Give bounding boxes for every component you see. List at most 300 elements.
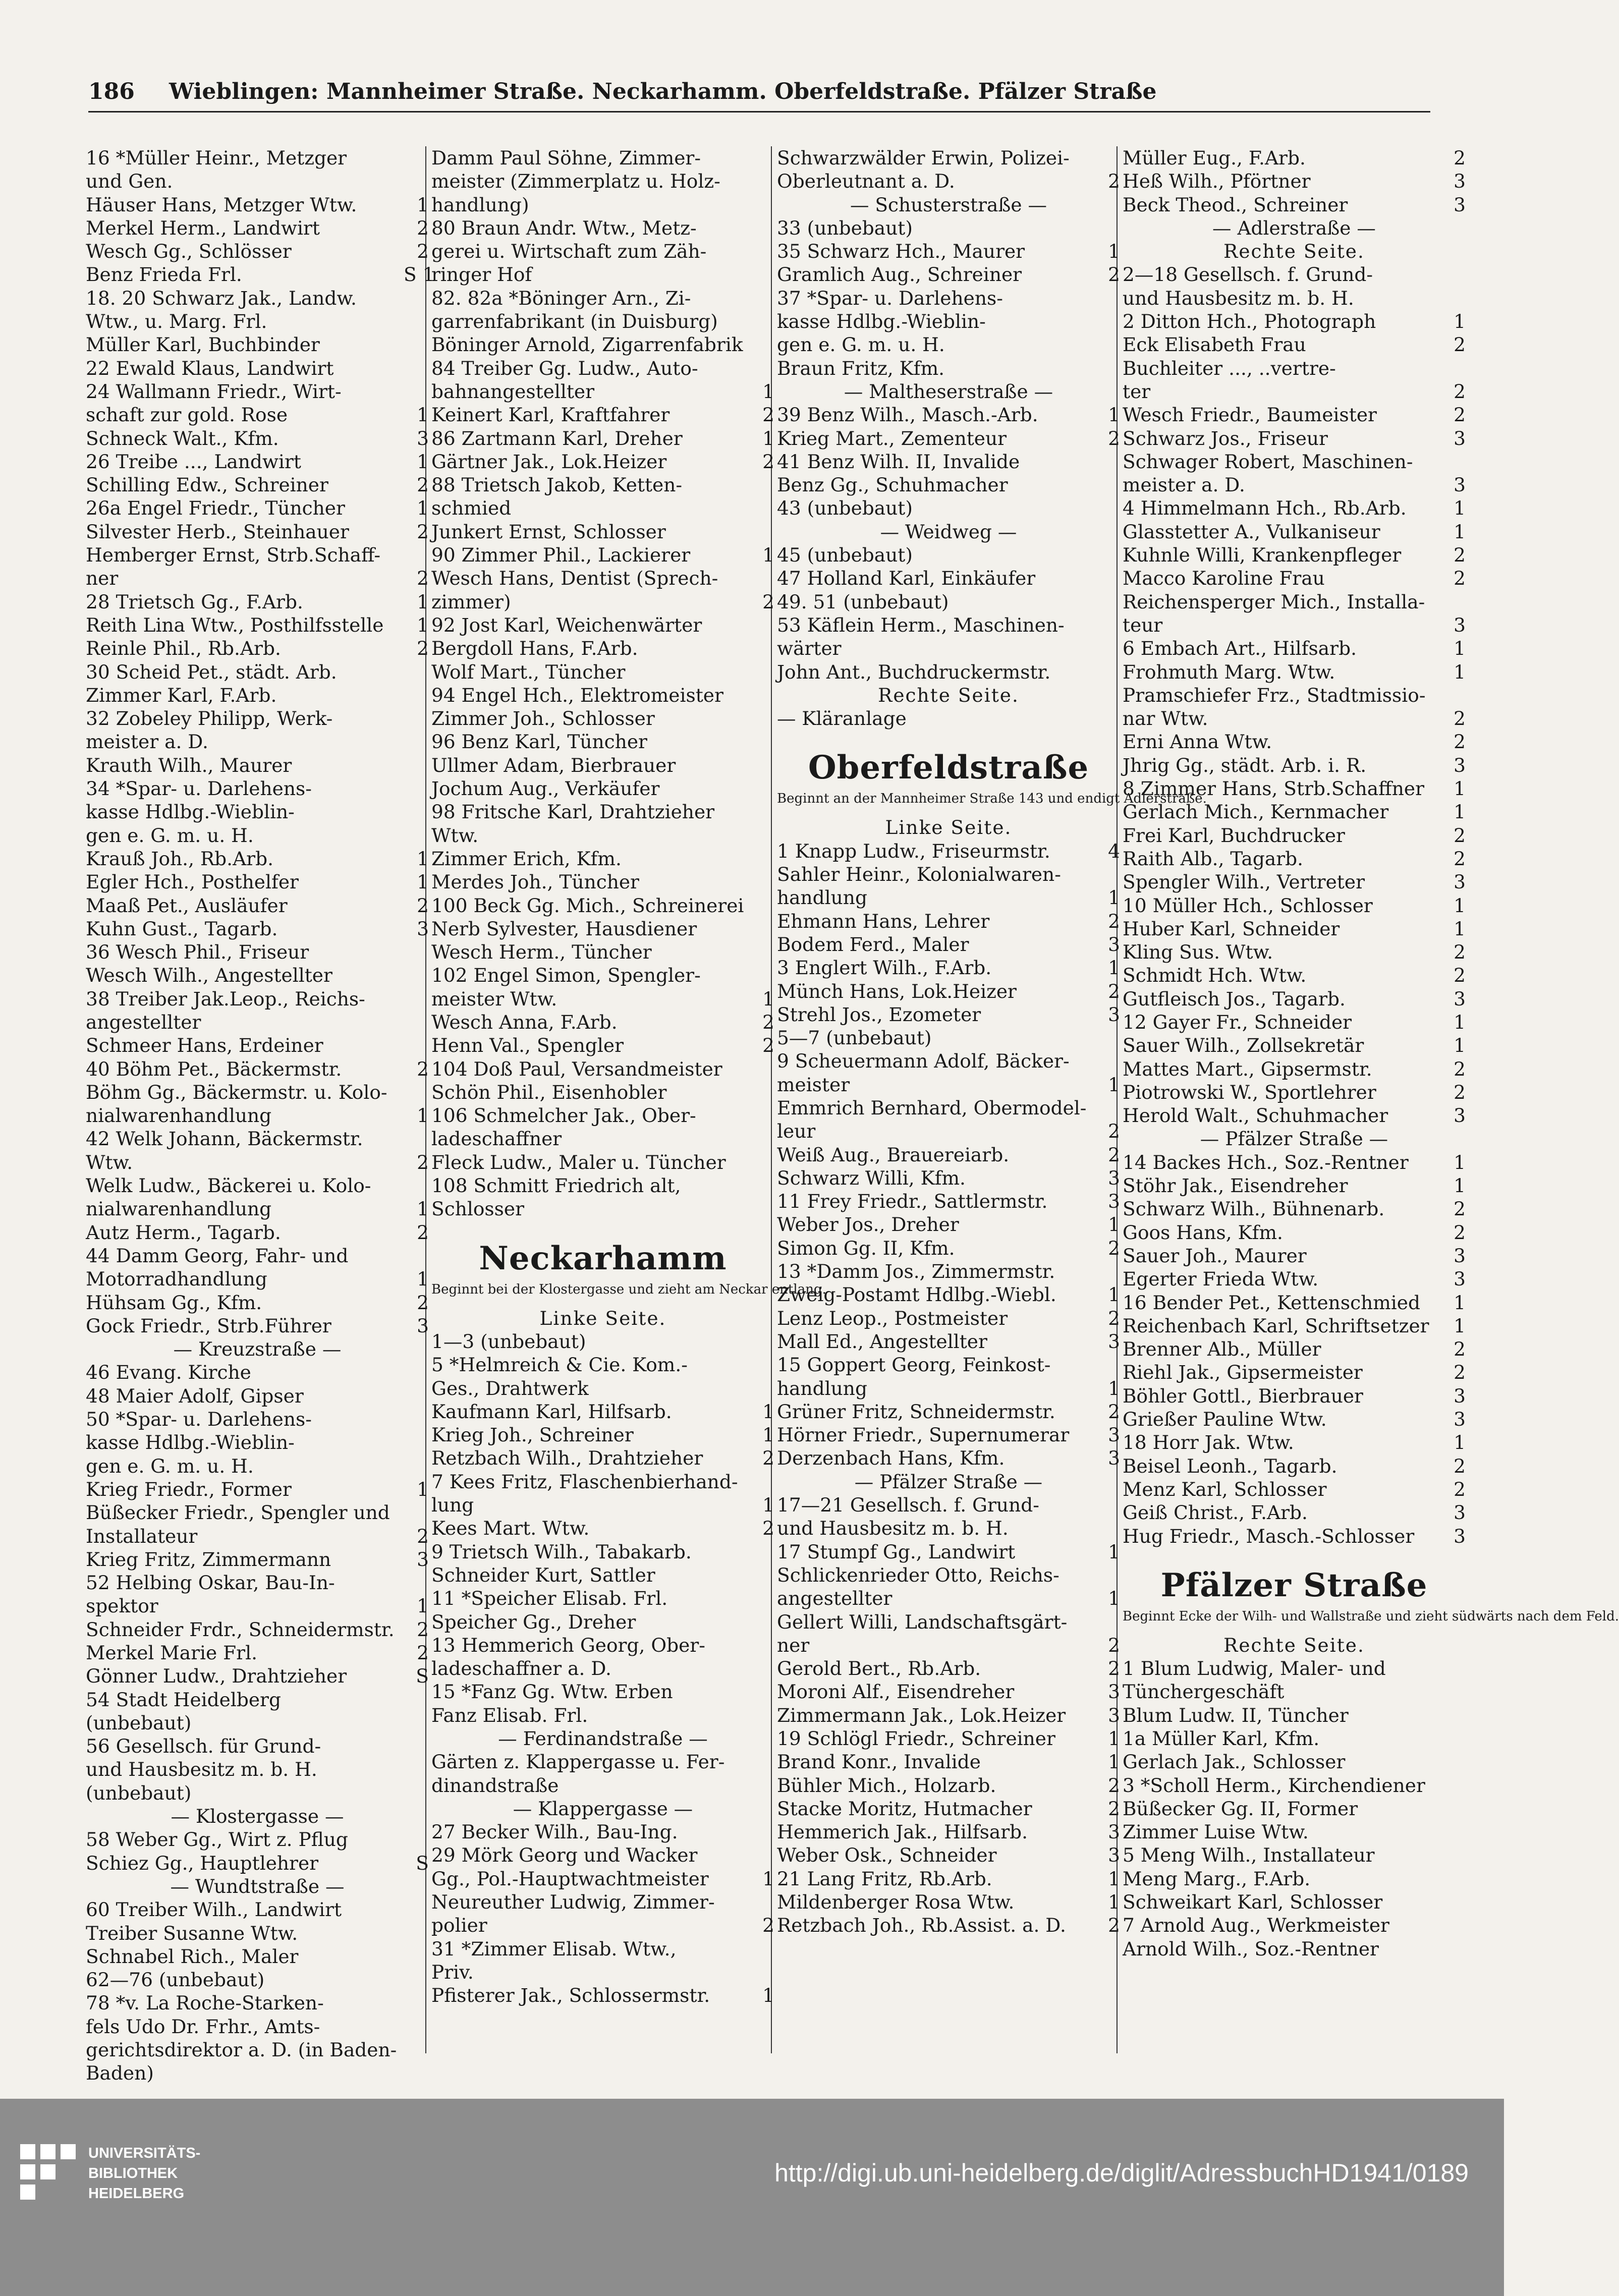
directory-entry	[1123, 660, 1466, 684]
directory-entry	[86, 1197, 429, 1220]
directory-entry	[777, 1119, 1120, 1143]
entry-text: 90 Zimmer Phil., Lackierer	[431, 544, 691, 567]
entry-text: Brand Konr., Invalide	[777, 1751, 981, 1773]
directory-entry	[777, 1260, 1120, 1283]
directory-entry	[431, 1750, 774, 1773]
directory-entry	[86, 1454, 429, 1478]
entry-text: Ehmann Hans, Lehrer	[777, 910, 990, 932]
source-url-link[interactable]: http://digi.ub.uni-heidelberg.de/diglit/AdressbuchHD1941/0189	[774, 2159, 1469, 2187]
directory-entry	[431, 1984, 774, 2007]
page-title: Wieblingen: Mannheimer Straße. Neckarhamm. Oberfeldstraße. Pfälzer Straße	[169, 79, 1157, 104]
directory-entry	[431, 940, 774, 964]
directory-entry	[431, 1011, 774, 1034]
entry-text: 50 *Spar- u. Darlehens-	[86, 1408, 312, 1431]
floor-number: 2	[762, 1447, 774, 1470]
directory-entry	[777, 1330, 1120, 1353]
directory-entry	[86, 427, 429, 450]
entry-text: angestellter	[86, 1011, 201, 1033]
entry-text: Keinert Karl, Kraftfahrer	[431, 404, 670, 426]
directory-entry	[777, 1049, 1120, 1073]
entry-text: Beisel Leonh., Tagarb.	[1123, 1454, 1337, 1477]
floor-number: 1	[762, 1867, 774, 1890]
entry-text: polier	[431, 1914, 487, 1937]
entry-text: Sahler Heinr., Kolonialwaren-	[777, 863, 1061, 886]
entry-text: 34 *Spar- u. Darlehens-	[86, 777, 312, 800]
floor-number: 2	[417, 567, 429, 590]
directory-entry	[86, 1548, 429, 1571]
directory-entry	[86, 940, 429, 964]
directory-entry	[777, 1190, 1120, 1213]
floor-number: 1	[417, 1198, 429, 1220]
entry-text: 54 Stadt Heidelberg	[86, 1688, 281, 1711]
floor-number: 2	[1454, 1198, 1466, 1220]
directory-entry	[431, 333, 774, 356]
entry-text: Wtw.	[86, 1151, 133, 1173]
directory-entry	[777, 1400, 1120, 1423]
directory-entry	[86, 1221, 429, 1244]
directory-entry	[86, 1151, 429, 1174]
entry-text: 1—3 (unbebaut)	[431, 1330, 586, 1353]
directory-entry	[431, 357, 774, 380]
directory-entry	[1123, 1750, 1466, 1773]
floor-number: 3	[1454, 1384, 1466, 1407]
floor-number: 1	[417, 404, 429, 426]
entry-text: Nerb Sylvester, Hausdiener	[431, 917, 697, 940]
entry-text: Schwager Robert, Maschinen-	[1123, 450, 1413, 473]
directory-entry	[1123, 824, 1466, 847]
directory-entry	[86, 1968, 429, 1991]
directory-entry	[777, 1073, 1120, 1096]
directory-entry	[777, 543, 1120, 567]
directory-entry	[431, 824, 774, 847]
entry-text: Schneider Frdr., Schneidermstr.	[86, 1618, 395, 1641]
entry-text: Hemberger Ernst, Strb.Schaff-	[86, 544, 381, 567]
floor-number: 2	[1108, 1914, 1120, 1937]
directory-entry	[777, 1843, 1120, 1867]
street-description: Beginnt bei der Klostergasse und zieht am Neckar entlang.	[431, 1281, 826, 1297]
column-4	[1123, 146, 1619, 2063]
directory-entry	[1123, 987, 1466, 1011]
entry-text: Moroni Alf., Eisendreher	[777, 1681, 1015, 1703]
floor-number: 1	[417, 450, 429, 473]
directory-entry	[1123, 263, 1466, 286]
section-label	[777, 816, 1120, 839]
directory-entry	[777, 263, 1120, 286]
directory-entry	[86, 1174, 429, 1197]
directory-entry	[431, 403, 774, 426]
entry-text: Schmeer Hans, Erdeiner	[86, 1034, 323, 1057]
section-label	[1123, 1634, 1466, 1657]
directory-entry	[86, 754, 429, 777]
section-label	[1123, 216, 1466, 240]
entry-text: Müller Eug., F.Arb.	[1123, 147, 1306, 169]
directory-entry	[86, 637, 429, 660]
entry-text: 7 Kees Fritz, Flaschenbierhand-	[431, 1470, 738, 1493]
floor-number: 2	[1108, 1634, 1120, 1656]
directory-entry	[777, 1820, 1120, 1843]
entry-text: 62—76 (unbebaut)	[86, 1969, 265, 1991]
entry-text: — Klostergasse —	[171, 1805, 344, 1828]
entry-text: 8 Zimmer Hans, Strb.Schaffner	[1123, 777, 1425, 800]
entry-text: Mildenberger Rosa Wtw.	[777, 1891, 1015, 1914]
directory-entry	[431, 1151, 774, 1174]
directory-entry	[1123, 1727, 1466, 1750]
floor-number: 3	[1454, 754, 1466, 776]
entry-text: garrenfabrikant (in Duisburg)	[431, 310, 718, 333]
entry-text: 1a Müller Karl, Kfm.	[1123, 1727, 1320, 1750]
directory-entry	[86, 1291, 429, 1314]
entry-text: Schwarz Jos., Friseur	[1123, 427, 1328, 450]
entry-text: Zimmermann Jak., Lok.Heizer	[777, 1704, 1066, 1726]
directory-entry	[777, 886, 1120, 909]
entry-text: Münch Hans, Lok.Heizer	[777, 980, 1017, 1002]
floor-number: 1	[1108, 1751, 1120, 1773]
floor-number: 3	[1454, 1501, 1466, 1524]
directory-entry	[431, 1127, 774, 1150]
floor-number: 1	[1454, 637, 1466, 660]
entry-text: Merdes Joh., Tüncher	[431, 871, 639, 893]
directory-entry	[1123, 1221, 1466, 1244]
floor-number: 1	[1454, 1011, 1466, 1033]
floor-number: 3	[1454, 1408, 1466, 1431]
directory-entry	[86, 310, 429, 333]
floor-number: 1	[1108, 1587, 1120, 1610]
entry-text: Wtw., u. Marg. Frl.	[86, 310, 267, 333]
entry-text: Jhrig Gg., städt. Arb. i. R.	[1123, 754, 1367, 776]
entry-text: Wesch Herm., Tüncher	[431, 941, 652, 964]
entry-text: nialwarenhandlung	[86, 1198, 272, 1220]
entry-text: ner	[777, 1634, 810, 1656]
directory-entry	[431, 1540, 774, 1563]
entry-text: dinandstraße	[431, 1774, 559, 1797]
directory-entry	[1123, 357, 1466, 380]
entry-text: Oberleutnant a. D.	[777, 170, 955, 193]
directory-entry	[431, 1423, 774, 1446]
entry-text: Frei Karl, Buchdrucker	[1123, 824, 1345, 847]
entry-text: Simon Gg. II, Kfm.	[777, 1237, 955, 1259]
floor-number: 3	[1108, 1330, 1120, 1353]
entry-text: 10 Müller Hch., Schlosser	[1123, 894, 1373, 917]
directory-entry	[1123, 403, 1466, 426]
entry-text: — Adlerstraße —	[1212, 216, 1376, 239]
floor-number: 2	[1108, 1120, 1120, 1143]
directory-entry	[1123, 1501, 1466, 1524]
directory-entry	[1123, 1431, 1466, 1454]
floor-number: 1	[1108, 1283, 1120, 1306]
entry-text: Merkel Marie Frl.	[86, 1642, 257, 1664]
directory-entry	[431, 1081, 774, 1104]
entry-text: Büßecker Friedr., Spengler und	[86, 1501, 390, 1524]
section-label	[86, 1337, 429, 1361]
directory-entry	[777, 1727, 1120, 1750]
directory-entry	[431, 1104, 774, 1127]
directory-entry	[86, 193, 429, 216]
floor-number: 3	[417, 427, 429, 450]
entry-text: Krieg Mart., Zementeur	[777, 427, 1007, 450]
directory-entry	[86, 146, 429, 170]
entry-text: Neureuther Ludwig, Zimmer-	[431, 1891, 715, 1914]
entry-text: Krieg Friedr., Former	[86, 1478, 292, 1500]
directory-entry	[777, 170, 1120, 193]
directory-entry	[86, 777, 429, 800]
entry-text: Motorradhandlung	[86, 1268, 267, 1291]
entry-text: 15 Goppert Georg, Feinkost-	[777, 1354, 1051, 1376]
directory-entry	[777, 240, 1120, 263]
floor-number: 2	[417, 1291, 429, 1314]
entry-text: Gerlach Jak., Schlosser	[1123, 1751, 1346, 1773]
directory-entry	[86, 403, 429, 426]
entry-text: Egler Hch., Posthelfer	[86, 871, 299, 893]
floor-number: 1	[1108, 404, 1120, 426]
directory-entry	[86, 1431, 429, 1454]
floor-number: 2	[1454, 1478, 1466, 1500]
directory-entry	[777, 1166, 1120, 1190]
entry-text: kasse Hdlbg.-Wieblin-	[86, 801, 295, 823]
entry-text: Schneck Walt., Kfm.	[86, 427, 279, 450]
floor-number: 2	[762, 1034, 774, 1057]
directory-entry	[86, 567, 429, 590]
directory-entry	[86, 1734, 429, 1758]
entry-text: 30 Scheid Pet., städt. Arb.	[86, 660, 337, 683]
directory-entry	[1123, 1057, 1466, 1081]
entry-text: Emmrich Bernhard, Obermodel-	[777, 1096, 1087, 1119]
entry-text: Gärten z. Klappergasse u. Fer-	[431, 1751, 725, 1773]
directory-entry	[431, 964, 774, 987]
entry-text: und Hausbesitz m. b. H.	[1123, 287, 1354, 309]
entry-text: (unbebaut)	[86, 1711, 192, 1734]
directory-entry	[431, 1820, 774, 1843]
directory-entry	[1123, 1890, 1466, 1914]
entry-text: und Hausbesitz m. b. H.	[777, 1517, 1009, 1540]
directory-entry	[1123, 1337, 1466, 1361]
entry-text: 41 Benz Wilh. II, Invalide	[777, 450, 1020, 473]
entry-text: Maaß Pet., Ausläufer	[86, 894, 288, 917]
floor-number: 3	[1454, 474, 1466, 496]
directory-entry	[431, 894, 774, 917]
floor-number: 1	[1454, 777, 1466, 800]
floor-number: 2	[1108, 1400, 1120, 1423]
floor-number: 1	[1454, 1151, 1466, 1173]
directory-entry	[86, 520, 429, 543]
entry-text: kasse Hdlbg.-Wieblin-	[86, 1431, 295, 1454]
floor-number: 1	[762, 380, 774, 403]
directory-entry	[1123, 473, 1466, 496]
directory-entry	[1123, 1174, 1466, 1197]
floor-number: 2	[417, 894, 429, 917]
floor-number: 2	[417, 1618, 429, 1641]
directory-entry	[777, 567, 1120, 590]
directory-entry	[777, 1890, 1120, 1914]
floor-number: 1	[1108, 240, 1120, 263]
directory-entry	[1123, 427, 1466, 450]
entry-text: Krieg Fritz, Zimmermann	[86, 1548, 331, 1571]
floor-number: 1	[1454, 801, 1466, 823]
column-1	[86, 146, 435, 2085]
floor-number: S 1	[404, 263, 435, 286]
floor-number: 1	[1454, 310, 1466, 333]
floor-number: 2	[417, 1057, 429, 1080]
floor-number: 3	[1108, 1844, 1120, 1867]
directory-entry	[777, 1610, 1120, 1634]
street-heading: Neckarhamm	[479, 1239, 727, 1277]
entry-text: 58 Weber Gg., Wirt z. Pflug	[86, 1828, 348, 1851]
entry-text: ladeschaffner	[431, 1128, 562, 1150]
entry-text: 5 *Helmreich & Cie. Kom.-	[431, 1354, 688, 1376]
directory-entry	[86, 333, 429, 356]
entry-text: meister	[777, 1073, 850, 1096]
directory-entry	[1123, 567, 1466, 590]
directory-entry	[86, 2015, 429, 2038]
entry-text: 1 Blum Ludwig, Maler- und	[1123, 1657, 1386, 1680]
entry-text: Reichenbach Karl, Schriftsetzer	[1123, 1314, 1429, 1337]
entry-text: Benz Gg., Schuhmacher	[777, 474, 1008, 496]
directory-entry	[431, 310, 774, 333]
entry-text: 5—7 (unbebaut)	[777, 1027, 932, 1049]
directory-entry	[1123, 707, 1466, 730]
floor-number: 3	[417, 1548, 429, 1571]
floor-number: 2	[417, 1642, 429, 1664]
entry-text: Schilling Edw., Schreiner	[86, 474, 328, 496]
entry-text: Rechte Seite.	[878, 684, 1019, 706]
directory-entry	[1123, 1774, 1466, 1797]
directory-entry	[1123, 590, 1466, 613]
entry-text: Schwarz Willi, Kfm.	[777, 1166, 966, 1189]
entry-text: 88 Trietsch Jakob, Ketten-	[431, 474, 683, 496]
directory-entry	[431, 800, 774, 823]
entry-text: schmied	[431, 497, 512, 520]
entry-text: 44 Damm Georg, Fahr- und	[86, 1244, 349, 1267]
entry-text: 11 *Speicher Elisab. Frl.	[431, 1587, 668, 1610]
entry-text: meister a. D.	[86, 731, 208, 753]
floor-number: 1	[762, 1400, 774, 1423]
directory-entry	[1123, 1704, 1466, 1727]
directory-entry	[777, 613, 1120, 637]
entry-text: 13 Hemmerich Georg, Ober-	[431, 1634, 705, 1656]
directory-entry	[1123, 1314, 1466, 1337]
entry-text: Pfisterer Jak., Schlossermstr.	[431, 1984, 710, 2007]
entry-text: Weber Osk., Schneider	[777, 1844, 997, 1867]
entry-text: — Kreuzstraße —	[173, 1338, 342, 1361]
entry-text: Kling Sus. Wtw.	[1123, 941, 1273, 964]
entry-text: Welk Ludw., Bäckerei u. Kolo-	[86, 1174, 371, 1197]
directory-entry	[777, 637, 1120, 660]
directory-entry	[86, 2038, 429, 2061]
entry-text: Buchleiter ..., ..vertre-	[1123, 357, 1336, 379]
entry-text: handlung	[777, 886, 867, 909]
directory-entry	[86, 1314, 429, 1337]
directory-entry	[777, 1423, 1120, 1446]
entry-text: spektor	[86, 1595, 158, 1617]
entry-text: 26a Engel Friedr., Tüncher	[86, 497, 345, 520]
entry-text: Fleck Ludw., Maler u. Tüncher	[431, 1151, 726, 1173]
directory-entry	[86, 450, 429, 473]
directory-entry	[777, 1563, 1120, 1587]
entry-text: meister a. D.	[1123, 474, 1245, 496]
entry-text: Pramschiefer Frz., Stadtmissio-	[1123, 684, 1426, 706]
directory-entry	[431, 660, 774, 684]
directory-entry	[86, 987, 429, 1011]
entry-text: Stacke Moritz, Hutmacher	[777, 1797, 1032, 1820]
directory-entry	[431, 1174, 774, 1197]
directory-entry	[431, 240, 774, 263]
directory-entry	[431, 987, 774, 1011]
floor-number: 2	[1454, 544, 1466, 567]
section-label	[86, 1875, 429, 1898]
entry-text: Benz Frieda Frl.	[86, 263, 242, 286]
floor-number: 1	[1454, 497, 1466, 520]
directory-entry	[777, 910, 1120, 933]
floor-number: 2	[1454, 147, 1466, 169]
entry-text: Weiß Aug., Brauereiarb.	[777, 1143, 1010, 1166]
entry-text: Egerter Frieda Wtw.	[1123, 1268, 1319, 1291]
entry-text: 43 (unbebaut)	[777, 497, 913, 520]
floor-number: 3	[1454, 427, 1466, 450]
entry-text: Zimmer Erich, Kfm.	[431, 847, 622, 870]
directory-entry	[1123, 1454, 1466, 1478]
floor-number: 1	[1108, 1727, 1120, 1750]
directory-entry	[1123, 1104, 1466, 1127]
directory-entry	[431, 520, 774, 543]
directory-entry	[777, 1634, 1120, 1657]
entry-text: ladeschaffner a. D.	[431, 1657, 611, 1680]
directory-entry	[86, 730, 429, 753]
entry-text: 37 *Spar- u. Darlehens-	[777, 287, 1003, 309]
entry-text: 46 Evang. Kirche	[86, 1361, 251, 1384]
directory-entry	[86, 824, 429, 847]
directory-entry	[86, 287, 429, 310]
entry-text: 104 Doß Paul, Versandmeister	[431, 1057, 722, 1080]
entry-text: 24 Wallmann Friedr., Wirt-	[86, 380, 342, 403]
directory-entry	[86, 870, 429, 893]
floor-number: 1	[1108, 886, 1120, 909]
floor-number: 2	[1454, 1361, 1466, 1384]
directory-entry	[431, 1587, 774, 1610]
section-label	[1123, 240, 1466, 263]
directory-entry	[431, 1704, 774, 1727]
directory-entry	[86, 496, 429, 520]
entry-text: Rechte Seite.	[1223, 1634, 1365, 1656]
entry-text: Schweikart Karl, Schlosser	[1123, 1891, 1383, 1914]
entry-text: Goos Hans, Kfm.	[1123, 1221, 1283, 1244]
floor-number: S	[416, 1665, 429, 1688]
directory-entry	[777, 473, 1120, 496]
entry-text: Linke Seite.	[885, 816, 1012, 839]
directory-entry	[86, 1852, 429, 1875]
directory-entry	[86, 660, 429, 684]
floor-number: 2	[417, 520, 429, 543]
directory-entry	[431, 1353, 774, 1376]
entry-text: Raith Alb., Tagarb.	[1123, 847, 1304, 870]
directory-entry	[431, 1057, 774, 1081]
library-name: UNIVERSITÄTS- BIBLIOTHEK HEIDELBERG	[88, 2145, 201, 2202]
entry-text: Gutfleisch Jos., Tagarb.	[1123, 987, 1346, 1010]
entry-text: 98 Fritsche Karl, Drahtzieher	[431, 801, 715, 823]
floor-number: 1	[417, 1268, 429, 1291]
directory-entry	[431, 543, 774, 567]
floor-number: 3	[1454, 193, 1466, 216]
floor-number: 1	[1454, 660, 1466, 683]
directory-entry	[431, 1563, 774, 1587]
directory-entry	[86, 1034, 429, 1057]
entry-text: 108 Schmitt Friedrich alt,	[431, 1174, 681, 1197]
floor-number: 2	[1108, 910, 1120, 932]
entry-text: Gramlich Aug., Schreiner	[777, 263, 1022, 286]
entry-text: Ges., Drahtwerk	[431, 1377, 589, 1399]
directory-entry	[1123, 1820, 1466, 1843]
directory-entry	[86, 170, 429, 193]
entry-text: 31 *Zimmer Elisab. Wtw.,	[431, 1937, 677, 1960]
floor-number: 2	[1454, 824, 1466, 847]
